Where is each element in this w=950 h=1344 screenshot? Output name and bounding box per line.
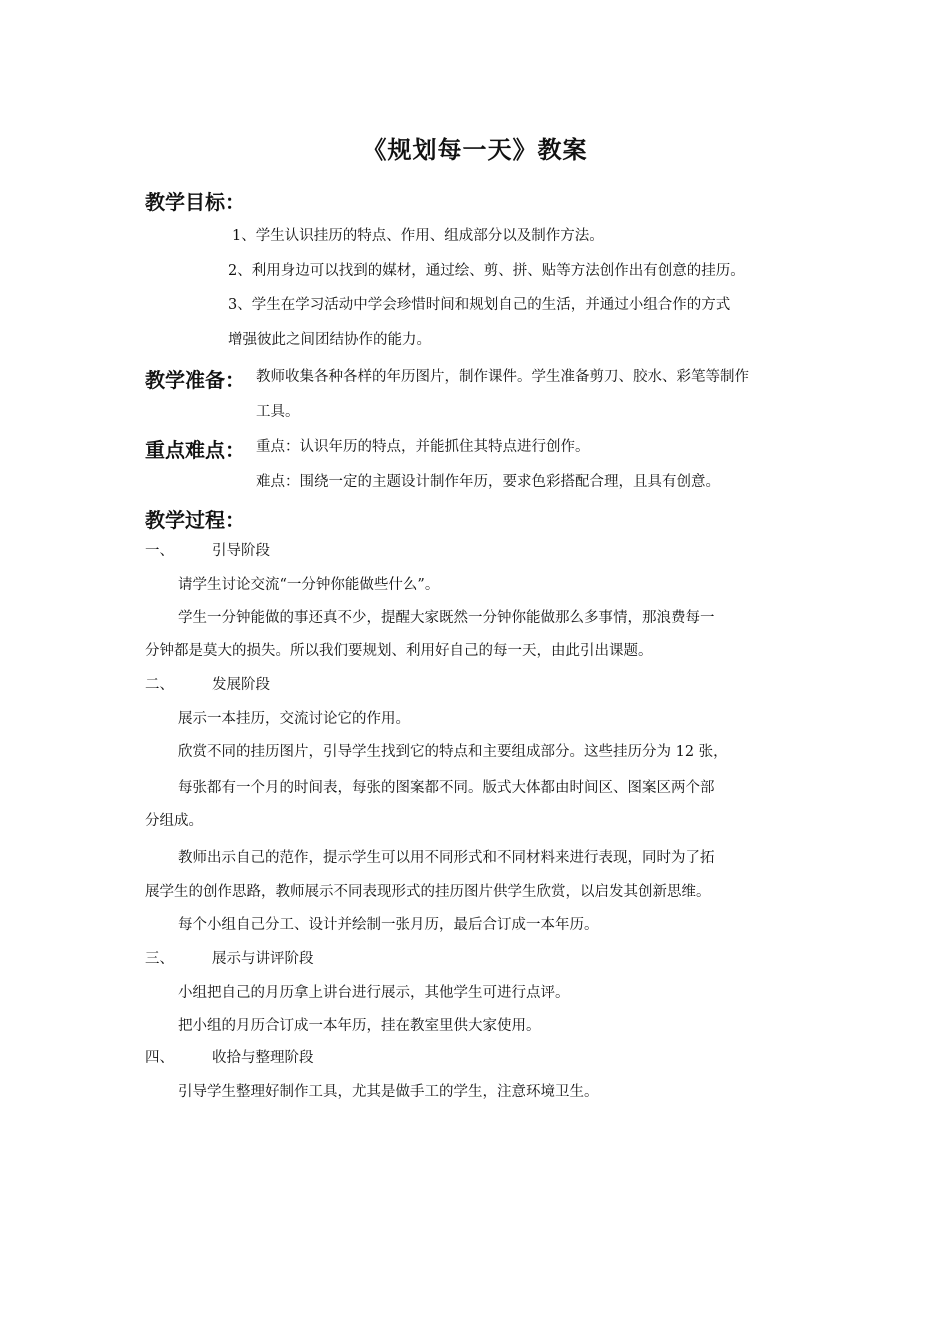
paragraph-line: 教师出示自己的范作，提示学生可以用不同形式和不同材料来进行表现，同时为了拓 — [178, 850, 715, 866]
paragraph-line: 学生一分钟能做的事还真不少，提醒大家既然一分钟你能做那么多事情，那浪费每一 — [178, 610, 715, 626]
goal-item-continued: 增强彼此之间团结协作的能力。 — [228, 332, 431, 348]
paragraph-line: 引导学生整理好制作工具，尤其是做手工的学生，注意环境卫生。 — [178, 1084, 599, 1100]
goals-heading: 教学目标： — [145, 190, 245, 214]
goal-item: 3、学生在学习活动中学会珍惜时间和规划自己的生活，并通过小组合作的方式 — [228, 297, 731, 313]
paragraph-line: 展示一本挂历，交流讨论它的作用。 — [178, 711, 410, 727]
section-number: 三、 — [145, 951, 174, 967]
page-title: 《规划每一天》教案 — [362, 136, 588, 164]
process-heading: 教学过程： — [145, 508, 245, 532]
paragraph-line: 欣赏不同的挂历图片，引导学生找到它的特点和主要组成部分。这些挂历分为 12 张， — [178, 744, 728, 760]
section-title: 引导阶段 — [212, 543, 270, 559]
section-number: 四、 — [145, 1050, 174, 1066]
section-number: 一、 — [145, 543, 174, 559]
paragraph-line: 展学生的创作思路，教师展示不同表现形式的挂历图片供学生欣赏，以启发其创新思维。 — [145, 884, 711, 900]
section-number: 二、 — [145, 677, 174, 693]
paragraph-line: 分组成。 — [145, 813, 203, 829]
section-title: 展示与讲评阶段 — [212, 951, 314, 967]
key-point: 重点：认识年历的特点，并能抓住其特点进行创作。 — [256, 439, 590, 455]
paragraph-line: 把小组的月历合订成一本年历，挂在教室里供大家使用。 — [178, 1018, 541, 1034]
paragraph-line: 每个小组自己分工、设计并绘制一张月历，最后合订成一本年历。 — [178, 917, 599, 933]
key-heading: 重点难点： — [145, 438, 245, 462]
paragraph-line: 小组把自己的月历拿上讲台进行展示，其他学生可进行点评。 — [178, 985, 570, 1001]
goal-item: 1、学生认识挂历的特点、作用、组成部分以及制作方法。 — [232, 228, 604, 244]
difficult-point: 难点：围绕一定的主题设计制作年历，要求色彩搭配合理，且具有创意。 — [256, 474, 720, 490]
section-title: 收拾与整理阶段 — [212, 1050, 314, 1066]
prep-line: 工具。 — [256, 404, 300, 420]
goal-item: 2、利用身边可以找到的媒材，通过绘、剪、拼、贴等方法创作出有创意的挂历。 — [228, 263, 745, 279]
paragraph-line: 每张都有一个月的时间表，每张的图案都不同。版式大体都由时间区、图案区两个部 — [178, 780, 715, 796]
paragraph-line: 分钟都是莫大的损失。所以我们要规划、利用好自己的每一天，由此引出课题。 — [145, 643, 653, 659]
prep-heading: 教学准备： — [145, 368, 245, 392]
prep-line: 教师收集各种各样的年历图片，制作课件。学生准备剪刀、胶水、彩笔等制作 — [256, 369, 749, 385]
section-title: 发展阶段 — [212, 677, 270, 693]
paragraph-line: 请学生讨论交流“一分钟你能做些什么”。 — [178, 577, 440, 593]
